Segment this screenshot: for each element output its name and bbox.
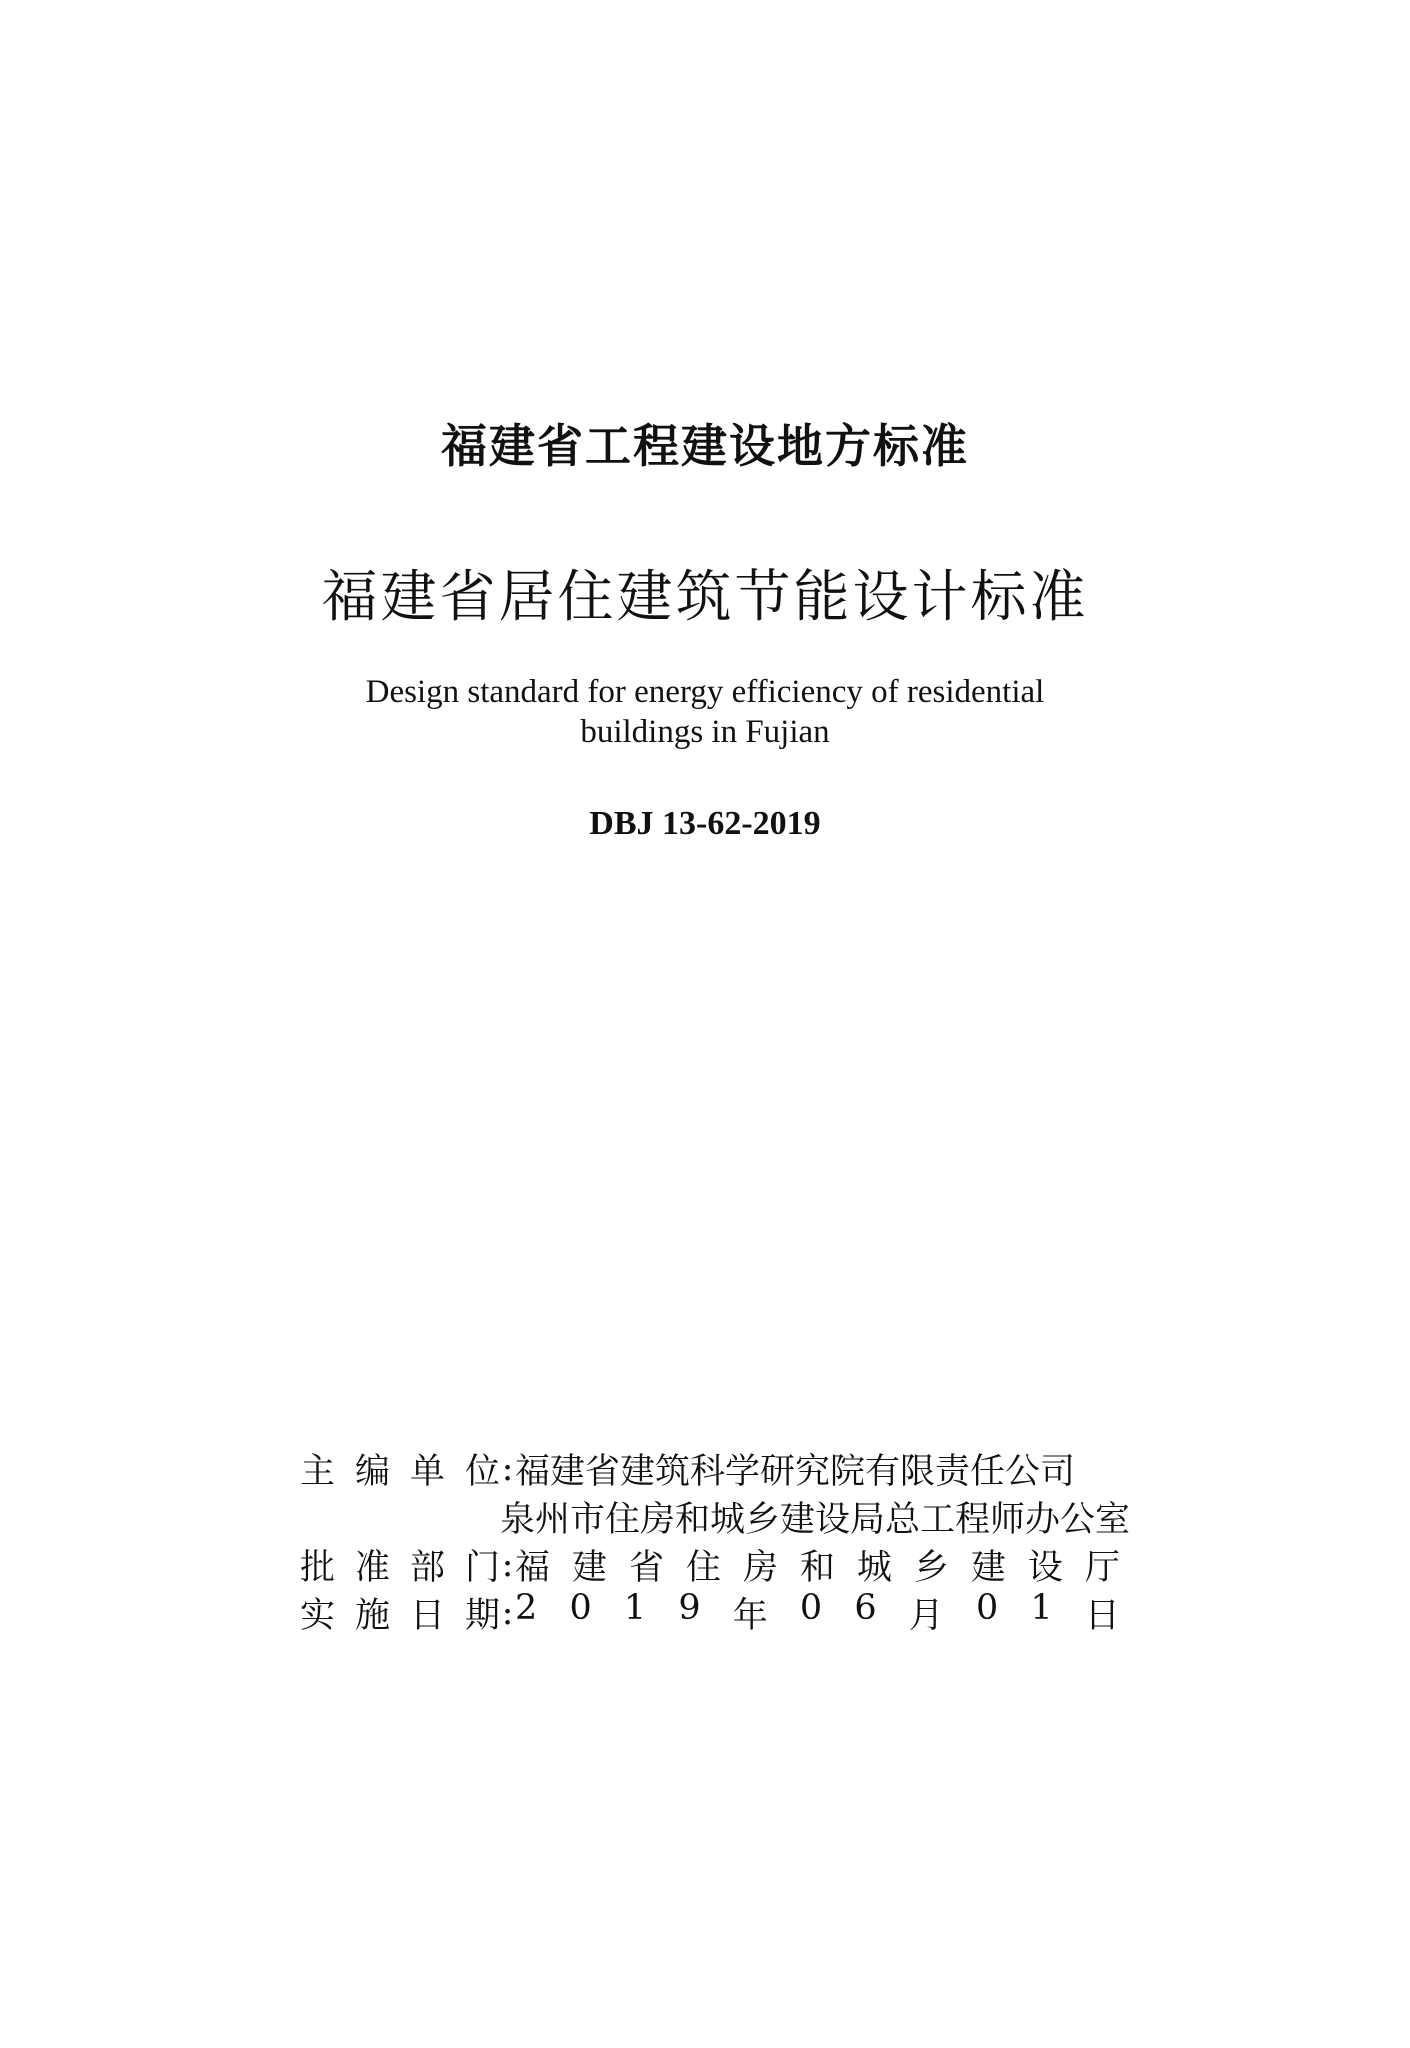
series-title: 福建省工程建设地方标准 (441, 419, 969, 473)
en-title-line-1: Design standard for energy efficiency of residential (365, 674, 1045, 710)
approver-label: 批 准 部 门 (300, 1548, 500, 1588)
colon: : (501, 1545, 514, 1585)
editor-value-1: 福建省建筑科学研究院有限责任公司 (515, 1452, 1076, 1492)
colon: : (501, 1449, 514, 1489)
editor-label: 主 编 单 位 (300, 1452, 500, 1492)
editor-row-2 (300, 1493, 1130, 1541)
standard-code: DBJ 13-62-2019 (589, 805, 821, 842)
editor-value-2: 泉州市住房和城乡建设局总工程师办公室 (499, 1500, 1130, 1540)
editor-row (300, 1445, 1130, 1493)
date-row (300, 1589, 1130, 1637)
en-title-line-2: buildings in Fujian (580, 714, 830, 750)
document-title-en (0, 672, 1410, 752)
date-value: 2 0 1 9 年 0 6 月 0 1 日 (515, 1588, 1120, 1636)
issuance-info (300, 1445, 1130, 1637)
colon: : (501, 1593, 514, 1633)
approver-row (300, 1541, 1130, 1589)
document-title-cn: 福建省居住建筑节能设计标准 (321, 565, 1089, 630)
approver-value: 福 建 省 住 房 和 城 乡 建 设 厅 (515, 1548, 1120, 1588)
date-label: 实 施 日 期 (300, 1596, 500, 1636)
